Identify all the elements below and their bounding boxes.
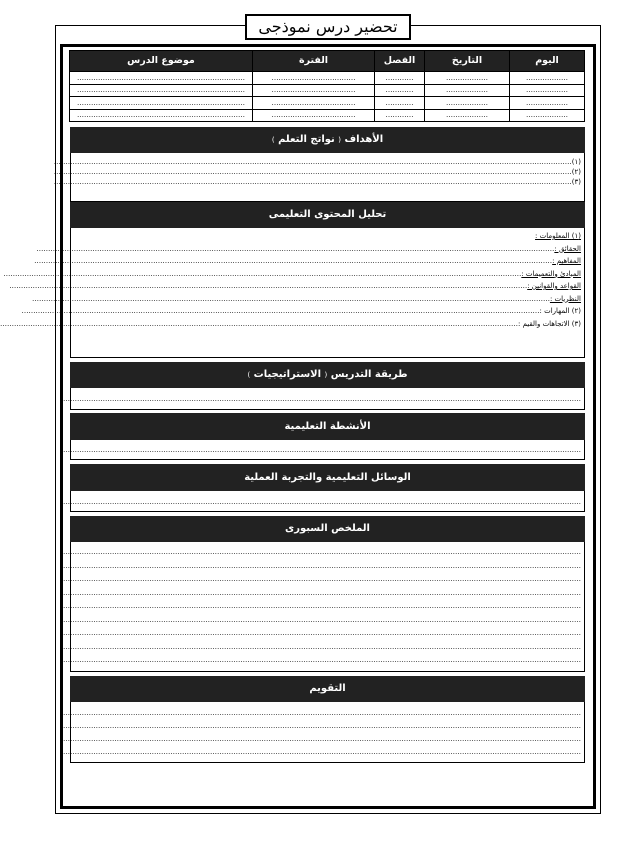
strategies-box	[63, 388, 585, 410]
summary-line[interactable]	[63, 654, 584, 668]
aids-header: الوسائل التعليمية والتجربة العملية	[70, 464, 585, 491]
period-cell[interactable]: ………………………………	[253, 72, 375, 85]
day-cell[interactable]: ………………	[510, 84, 585, 97]
summary-line[interactable]	[63, 641, 584, 655]
strategies-line[interactable]	[63, 394, 584, 404]
objective-line-1[interactable]	[53, 157, 584, 167]
analysis-label: النظريات :	[549, 294, 581, 303]
analysis-label: (١) المعلومات :	[535, 232, 581, 240]
evaluation-line[interactable]	[63, 733, 584, 746]
dotted-line: ……………………………………………………………………………………………………………………………………………………………………………………………………	[63, 446, 581, 454]
day-cell[interactable]: ………………	[510, 109, 585, 122]
analysis-label: (٣) الاتجاهات والقيم :	[518, 319, 581, 328]
analysis-line[interactable]	[36, 243, 584, 256]
objective-number: (١)	[571, 158, 581, 166]
objectives-title: الأهداف	[344, 134, 384, 145]
period-cell[interactable]: ………………………………	[253, 84, 375, 97]
strategies-paren-close: )	[247, 371, 251, 379]
dotted-line: ……………………………………………………………………………………………………………………………………………………………………………………………………	[63, 642, 581, 651]
aids-line[interactable]	[63, 497, 584, 507]
dotted-line: ……………………………………………………………………………………………………………………………………………………………………………………………………	[36, 244, 555, 253]
objective-line-2[interactable]	[53, 167, 584, 177]
strategies-subtitle: الاستراتيجيات	[253, 369, 322, 380]
summary-box	[63, 542, 585, 672]
strategies-title: طريقة التدريس	[330, 369, 408, 380]
dotted-line: ……………………………………………………………………………………………………………………………………………………………………………………………………	[63, 561, 581, 570]
analysis-line[interactable]	[21, 305, 584, 318]
analysis-label: (٢) المهارات :	[539, 307, 581, 315]
col-period: الفترة	[253, 51, 375, 72]
evaluation-line[interactable]	[63, 746, 584, 759]
topic-cell[interactable]: ………………………………………………………………	[70, 84, 253, 97]
evaluation-box	[63, 702, 585, 763]
dotted-line: ……………………………………………………………………………………………………………………………………………………………………………………………………	[63, 656, 581, 664]
objectives-box	[53, 153, 585, 202]
dotted-line: ……………………………………………………………………………………………………………………………………………………………………………………………………	[9, 282, 528, 290]
topic-cell[interactable]: ………………………………………………………………	[70, 109, 253, 122]
analysis-label: الحقائق :	[554, 244, 581, 253]
dotted-line: ……………………………………………………………………………………………………………………………………………………………………………………………………	[53, 158, 572, 166]
dotted-line: ……………………………………………………………………………………………………………………………………………………………………………………………………	[31, 294, 550, 303]
table-row	[70, 72, 585, 85]
dotted-line: ……………………………………………………………………………………………………………………………………………………………………………………………………	[21, 307, 540, 315]
summary-line[interactable]	[63, 600, 584, 614]
col-topic: موضوع الدرس	[70, 51, 253, 72]
aids-box	[63, 491, 585, 512]
summary-header: الملخص السبورى	[70, 516, 585, 542]
col-date: التاريخ	[425, 51, 510, 72]
date-cell[interactable]: ………………	[425, 84, 510, 97]
objectives-paren-close: )	[271, 136, 275, 144]
table-row	[70, 84, 585, 97]
analysis-label: القواعد والقوانين :	[527, 282, 581, 290]
dotted-line: ……………………………………………………………………………………………………………………………………………………………………………………………………	[63, 575, 581, 583]
content-analysis-box	[0, 228, 585, 358]
dotted-line: ……………………………………………………………………………………………………………………………………………………………………………………………………	[63, 498, 581, 506]
dotted-line: ……………………………………………………………………………………………………………………………………………………………………………………………………	[34, 257, 553, 265]
analysis-label: المفاهيم :	[552, 257, 581, 265]
class-cell[interactable]: …………	[375, 72, 425, 85]
dotted-line: ……………………………………………………………………………………………………………………………………………………………………………………………………	[3, 269, 522, 278]
objectives-header	[70, 127, 585, 153]
dotted-line: ……………………………………………………………………………………………………………………………………………………………………………………………………	[63, 548, 581, 556]
table-row	[70, 97, 585, 110]
summary-line[interactable]	[63, 560, 584, 574]
dotted-line: ……………………………………………………………………………………………………………………………………………………………………………………………………	[63, 602, 581, 610]
objective-line-3[interactable]	[53, 177, 584, 187]
dotted-line: ……………………………………………………………………………………………………………………………………………………………………………………………………	[63, 722, 581, 730]
topic-cell[interactable]: ………………………………………………………………	[70, 97, 253, 110]
date-cell[interactable]: ………………	[425, 109, 510, 122]
class-cell[interactable]: …………	[375, 109, 425, 122]
date-cell[interactable]: ………………	[425, 97, 510, 110]
objective-number: (٢)	[571, 168, 581, 176]
col-class: الفصل	[375, 51, 425, 72]
activities-box	[63, 440, 585, 460]
dotted-line: ……………………………………………………………………………………………………………………………………………………………………………………………………	[63, 709, 581, 717]
class-cell[interactable]: …………	[375, 84, 425, 97]
summary-line[interactable]	[63, 627, 584, 641]
dotted-line: ……………………………………………………………………………………………………………………………………………………………………………………………………	[53, 178, 572, 186]
summary-line[interactable]	[63, 546, 584, 560]
dotted-line: ……………………………………………………………………………………………………………………………………………………………………………………………………	[63, 629, 581, 637]
strategies-header	[70, 362, 585, 388]
strategies-paren-open: (	[324, 371, 328, 379]
evaluation-line[interactable]	[63, 720, 584, 733]
period-cell[interactable]: ………………………………	[253, 109, 375, 122]
objectives-subtitle: نواتج التعلم	[278, 134, 335, 145]
dotted-line: ……………………………………………………………………………………………………………………………………………………………………………………………………	[63, 735, 581, 743]
objectives-paren-open: (	[338, 136, 342, 144]
dotted-line: ……………………………………………………………………………………………………………………………………………………………………………………………………	[63, 748, 581, 756]
col-day: اليوم	[510, 51, 585, 72]
analysis-line[interactable]	[0, 318, 584, 331]
analysis-line[interactable]	[9, 280, 584, 293]
table-row	[70, 109, 585, 122]
content-analysis-header: تحليل المحتوى التعليمى	[70, 202, 585, 228]
objective-number: (٣)	[571, 178, 581, 186]
analysis-line[interactable]	[71, 230, 584, 243]
activities-header: الأنشطة التعليمية	[70, 413, 585, 440]
day-cell[interactable]: ………………	[510, 72, 585, 85]
analysis-line[interactable]	[3, 268, 584, 281]
analysis-line[interactable]	[34, 255, 584, 268]
summary-line[interactable]	[63, 587, 584, 601]
topic-cell[interactable]: ………………………………………………………………	[70, 72, 253, 85]
dotted-line: ……………………………………………………………………………………………………………………………………………………………………………………………………	[63, 588, 581, 597]
analysis-label: المبادئ والتعميمات :	[521, 269, 581, 278]
analysis-line[interactable]	[31, 293, 584, 306]
form-content	[0, 50, 585, 763]
period-cell[interactable]: ………………………………	[253, 97, 375, 110]
header-table	[69, 50, 585, 122]
summary-line[interactable]	[63, 614, 584, 628]
summary-line[interactable]	[63, 573, 584, 587]
date-cell[interactable]: ………………	[425, 72, 510, 85]
dotted-line: ……………………………………………………………………………………………………………………………………………………………………………………………………	[53, 168, 572, 176]
class-cell[interactable]: …………	[375, 97, 425, 110]
header-row	[70, 51, 585, 72]
evaluation-line[interactable]	[63, 707, 584, 720]
day-cell[interactable]: ………………	[510, 97, 585, 110]
dotted-line: ……………………………………………………………………………………………………………………………………………………………………………………………………	[63, 615, 581, 624]
dotted-line: ……………………………………………………………………………………………………………………………………………………………………………………………………	[63, 395, 581, 403]
evaluation-header: التقويم	[70, 676, 585, 702]
activities-line[interactable]	[63, 445, 584, 455]
page-title: تحضير درس نموذجى	[245, 14, 411, 40]
dotted-line: ……………………………………………………………………………………………………………………………………………………………………………………………………	[0, 319, 518, 328]
